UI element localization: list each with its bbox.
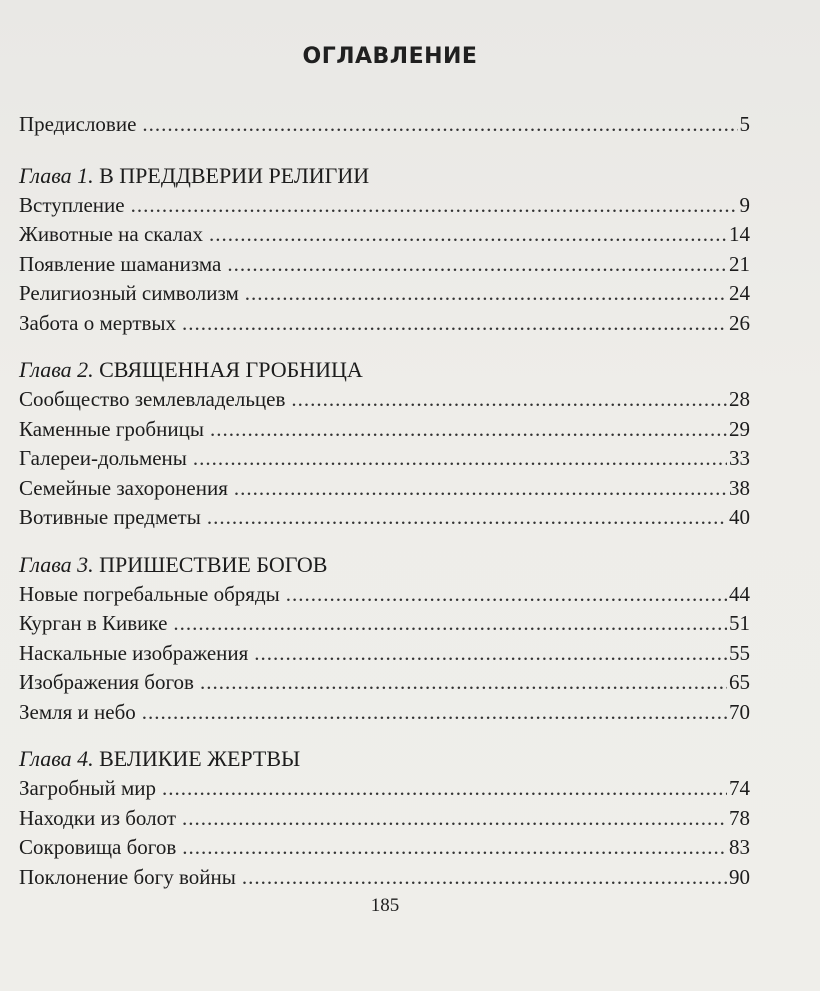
toc-entry: [19, 385, 750, 415]
toc-entry-title: Сокровища богов: [19, 835, 177, 859]
toc-entry-page: 74: [729, 776, 750, 800]
toc-entry-title: Каменные гробницы: [19, 416, 204, 441]
leader-dots: [291, 385, 727, 415]
toc-entry-page: 51: [729, 611, 750, 635]
toc-entry-page: 24: [729, 281, 750, 305]
toc-entry: [19, 444, 750, 474]
toc-entry-title: Загробный мир: [19, 776, 157, 800]
toc-entry: [19, 250, 750, 280]
toc-entry-page: 28: [729, 387, 750, 411]
toc-entry-page: 9: [739, 192, 750, 217]
chapter-heading-4: [19, 743, 750, 774]
page-number: 185: [370, 895, 400, 916]
chapter-heading-1: [19, 160, 750, 191]
toc-entry-title: Забота о мертвых: [19, 310, 177, 335]
leader-dots: [182, 309, 727, 339]
toc-entry: [19, 503, 750, 533]
leader-dots: [193, 444, 727, 474]
toc-entry-title: Находки из болот: [19, 805, 177, 830]
leader-dots: [131, 191, 738, 221]
toc-entry-page: 5: [739, 112, 750, 136]
toc-entry-title: Появление шаманизма: [19, 251, 222, 276]
toc-entry: [19, 609, 750, 639]
toc-entry: [19, 580, 750, 610]
toc-entry-page: 65: [729, 670, 750, 694]
toc-entry-page: 29: [729, 416, 750, 441]
chapter-title: ВЕЛИКИЕ ЖЕРТВЫ: [99, 746, 301, 771]
toc-entry-title: Земля и небо: [19, 699, 136, 724]
chapter-label: Глава 2.: [19, 357, 94, 382]
leader-dots: [286, 580, 727, 610]
toc-entry-page: 38: [729, 475, 750, 500]
toc-entry: [19, 279, 750, 309]
leader-dots: [182, 804, 727, 834]
toc-entry: [19, 668, 750, 698]
toc-entry-title: Животные на скалах: [19, 222, 203, 246]
toc-entry: [19, 309, 750, 339]
table-of-contents: [19, 110, 750, 892]
leader-dots: [142, 110, 737, 140]
chapter-heading-2: [19, 354, 750, 385]
toc-entry: [19, 639, 750, 669]
chapter-label: Глава 3.: [19, 551, 94, 577]
leader-dots: [173, 609, 727, 639]
toc-entry-title: Предисловие: [19, 112, 137, 136]
toc-entry-page: 26: [729, 310, 750, 335]
chapter-title: В ПРЕДДВЕРИИ РЕЛИГИИ: [99, 162, 370, 188]
leader-dots: [162, 774, 727, 804]
toc-entry: [19, 774, 750, 804]
toc-entry-page: 44: [729, 581, 750, 606]
toc-entry-preface: [19, 110, 750, 140]
toc-entry: [19, 415, 750, 445]
leader-dots: [254, 639, 727, 669]
toc-entry-page: 83: [729, 835, 750, 859]
toc-entry-title: Курган в Кивике: [19, 611, 168, 635]
toc-entry-page: 78: [729, 805, 750, 830]
toc-entry-title: Вступление: [19, 192, 125, 217]
toc-heading: ОГЛАВЛЕНИЕ: [302, 44, 478, 69]
toc-entry: [19, 804, 750, 834]
toc-entry-title: Наскальные изображения: [19, 640, 249, 665]
toc-entry: [19, 474, 750, 504]
toc-entry-title: Поклонение богу войны: [19, 864, 236, 889]
leader-dots: [242, 863, 727, 893]
leader-dots: [210, 415, 727, 445]
toc-entry-page: 90: [729, 864, 750, 889]
toc-entry-title: Новые погребальные обряды: [19, 581, 280, 606]
chapter-label: Глава 4.: [19, 746, 94, 771]
toc-entry: [19, 191, 750, 221]
leader-dots: [200, 668, 727, 698]
leader-dots: [234, 474, 727, 504]
toc-entry-title: Изображения богов: [19, 670, 194, 694]
toc-entry-title: Религиозный символизм: [19, 281, 239, 305]
toc-entry: [19, 833, 750, 863]
toc-entry-page: 14: [729, 222, 750, 246]
leader-dots: [182, 833, 727, 863]
toc-entry-page: 40: [729, 505, 750, 529]
leader-dots: [209, 220, 727, 250]
toc-entry-title: Вотивные предметы: [19, 505, 201, 529]
toc-entry-page: 33: [729, 446, 750, 470]
leader-dots: [227, 250, 727, 280]
toc-entry: [19, 698, 750, 728]
chapter-title: ПРИШЕСТВИЕ БОГОВ: [99, 551, 328, 577]
leader-dots: [142, 698, 727, 728]
toc-entry-title: Галереи-дольмены: [19, 446, 187, 470]
chapter-heading-3: [19, 549, 750, 580]
leader-dots: [245, 279, 727, 309]
chapter-title: СВЯЩЕННАЯ ГРОБНИЦА: [99, 357, 363, 382]
chapter-label: Глава 1.: [19, 162, 94, 188]
leader-dots: [207, 503, 727, 533]
toc-entry-page: 21: [729, 251, 750, 276]
toc-entry-page: 55: [729, 640, 750, 665]
toc-entry-title: Сообщество землевладельцев: [19, 387, 286, 411]
toc-entry: [19, 220, 750, 250]
toc-entry: [19, 863, 750, 893]
toc-entry-title: Семейные захоронения: [19, 475, 228, 500]
toc-entry-page: 70: [729, 699, 750, 724]
